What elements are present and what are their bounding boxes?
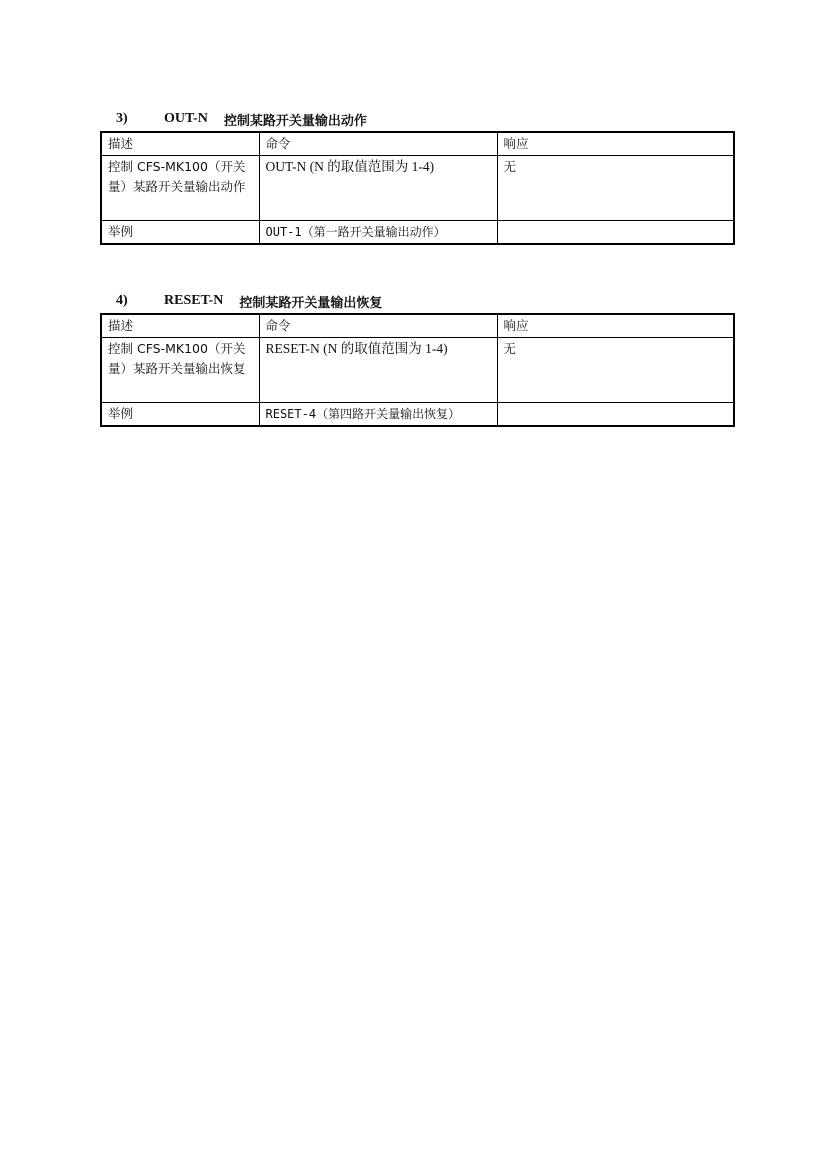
example-response [497, 403, 734, 427]
cell-response: 无 [497, 338, 734, 403]
example-cell [259, 403, 497, 427]
example-response [497, 221, 734, 245]
header-command: 命令 [259, 132, 497, 156]
table-header-row [101, 132, 734, 156]
header-response: 响应 [497, 314, 734, 338]
cell-command [259, 338, 497, 403]
table-header-row [101, 314, 734, 338]
table-example-row [101, 221, 734, 245]
table-example-row [101, 403, 734, 427]
command-syntax: OUT-N (N 的取值范围为 1-4) [265, 159, 435, 174]
section-command: RESET-N [164, 293, 224, 308]
section-title: 控制某路开关量输出动作 [223, 113, 367, 129]
header-description: 描述 [101, 314, 259, 338]
section-title: 控制某路开关量输出恢复 [239, 295, 383, 311]
cell-description: 控制 CFS-MK100（开关量）某路开关量输出恢复 [101, 338, 259, 403]
command-table [100, 313, 735, 427]
section-out-n [100, 107, 733, 245]
example-value: OUT-1（第一路开关量输出动作） [265, 225, 446, 239]
header-description: 描述 [101, 132, 259, 156]
section-command: OUT-N [164, 111, 208, 126]
table-row [101, 156, 734, 221]
section-number: 4) [116, 293, 128, 308]
section-heading [100, 289, 733, 313]
example-label: 举例 [101, 221, 259, 245]
example-label: 举例 [101, 403, 259, 427]
section-number: 3) [116, 111, 128, 126]
section-reset-n [100, 289, 733, 427]
header-response: 响应 [497, 132, 734, 156]
header-command: 命令 [259, 314, 497, 338]
table-row [101, 338, 734, 403]
cell-description: 控制 CFS-MK100（开关量）某路开关量输出动作 [101, 156, 259, 221]
cell-command [259, 156, 497, 221]
cell-response: 无 [497, 156, 734, 221]
section-heading [100, 107, 733, 131]
example-cell [259, 221, 497, 245]
command-table [100, 131, 735, 245]
example-value: RESET-4（第四路开关量输出恢复） [265, 407, 461, 421]
command-syntax: RESET-N (N 的取值范围为 1-4) [265, 341, 448, 356]
